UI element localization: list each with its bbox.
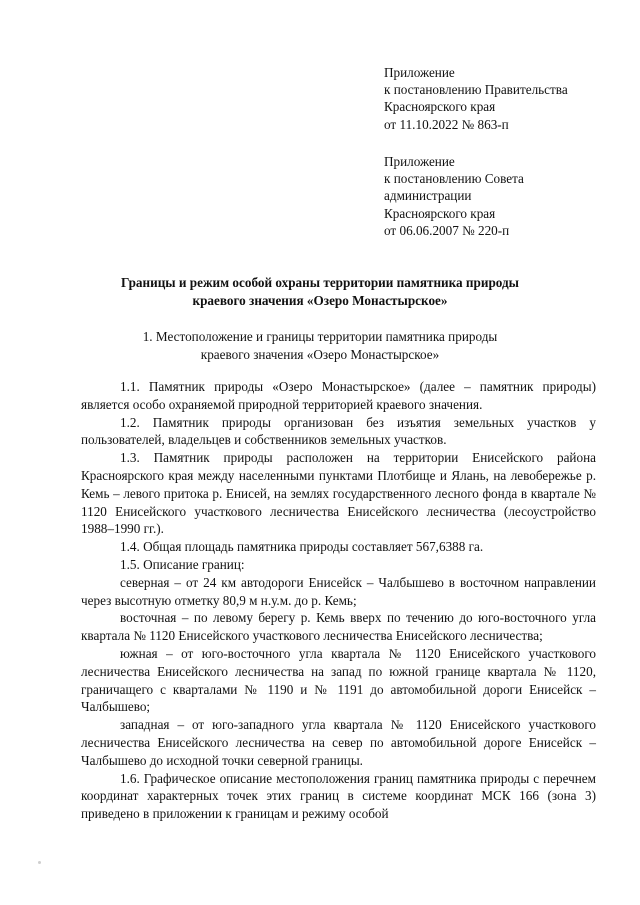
border-east: восточная – по левому берегу р. Кемь вверх по течению до юго-восточного угла квартала № 1120 Енисейского участкового лесничества Енисейского лесничества; xyxy=(81,610,596,644)
appendix-2-line: от 06.06.2007 № 220-п xyxy=(384,222,510,238)
appendix-2-line: администрации xyxy=(384,188,472,204)
scan-speck xyxy=(38,861,41,864)
border-north: северная – от 24 км автодороги Енисейск – Чалбышево в восточном направлении через высотную отметку 80,9 м н.у.м. до р. Кемь; xyxy=(81,574,596,608)
appendix-1-line: Красноярского края xyxy=(384,99,496,115)
paragraph-1-5: 1.5. Описание границ: xyxy=(120,556,245,572)
section-heading-line-2: краевого значения «Озеро Монастырское» xyxy=(200,347,440,362)
paragraph-1-3: 1.3. Памятник природы расположен на территории Енисейского района Красноярского края между населенными пунктами Плотбище и Ялань, на левобережье р. Кемь – левого притока р. Енисей, на землях государственного лесного фонда в квартале № 1120 Енисейского участкового лесничества Енисейского лесничества (лесоустройство 1988–1990 гг.). xyxy=(81,450,596,537)
section-heading-line-1: 1. Местоположение и границы территории памятника природы xyxy=(142,329,498,344)
appendix-1-line: Приложение xyxy=(384,65,455,80)
appendix-header-1 xyxy=(384,64,568,133)
border-south: южная – от юго-восточного угла квартала № 1120 Енисейского участкового лесничества Енисейского лесничества на запад по южной границе квартала № 1120, граничащего с кварталами № 1190 и № 1191 до автомобильной дороги Енисейск – Чалбышево; xyxy=(81,645,596,715)
title-line-1: Границы и режим особой охраны территории памятника природы xyxy=(121,275,519,290)
appendix-header-2 xyxy=(384,153,524,239)
section-heading xyxy=(0,328,640,364)
appendix-2-line: Красноярского края xyxy=(384,205,496,221)
paragraph-1-6: 1.6. Графическое описание местоположения границ памятника природы с перечнем координат характерных точек этих границ в системе координат МСК 166 (зона 3) приведено в приложении к границам и режиму особой xyxy=(81,770,596,822)
document-body xyxy=(81,378,596,823)
paragraph-1-2: 1.2. Памятник природы организован без изъятия земельных участков у пользователей, владельцев и собственников земельных участков. xyxy=(81,414,596,448)
appendix-2-line: к постановлению Совета xyxy=(384,171,524,187)
paragraph-1-1: 1.1. Памятник природы «Озеро Монастырское» (далее – памятник природы) является особо охраняемой природной территорией краевого значения. xyxy=(81,379,596,412)
border-west: западная – от юго-западного угла квартала № 1120 Енисейского участкового лесничества Енисейского лесничества на север по автомобильной дороге Енисейск – Чалбышево до исходной точки северной границы. xyxy=(81,717,596,768)
appendix-1-line: к постановлению Правительства xyxy=(384,82,568,98)
appendix-2-line: Приложение xyxy=(384,154,455,169)
appendix-1-line: от 11.10.2022 № 863-п xyxy=(384,116,509,132)
document-title xyxy=(0,274,640,310)
paragraph-1-4: 1.4. Общая площадь памятника природы составляет 567,6388 га. xyxy=(120,539,484,555)
title-line-2: краевого значения «Озеро Монастырское» xyxy=(192,293,448,308)
